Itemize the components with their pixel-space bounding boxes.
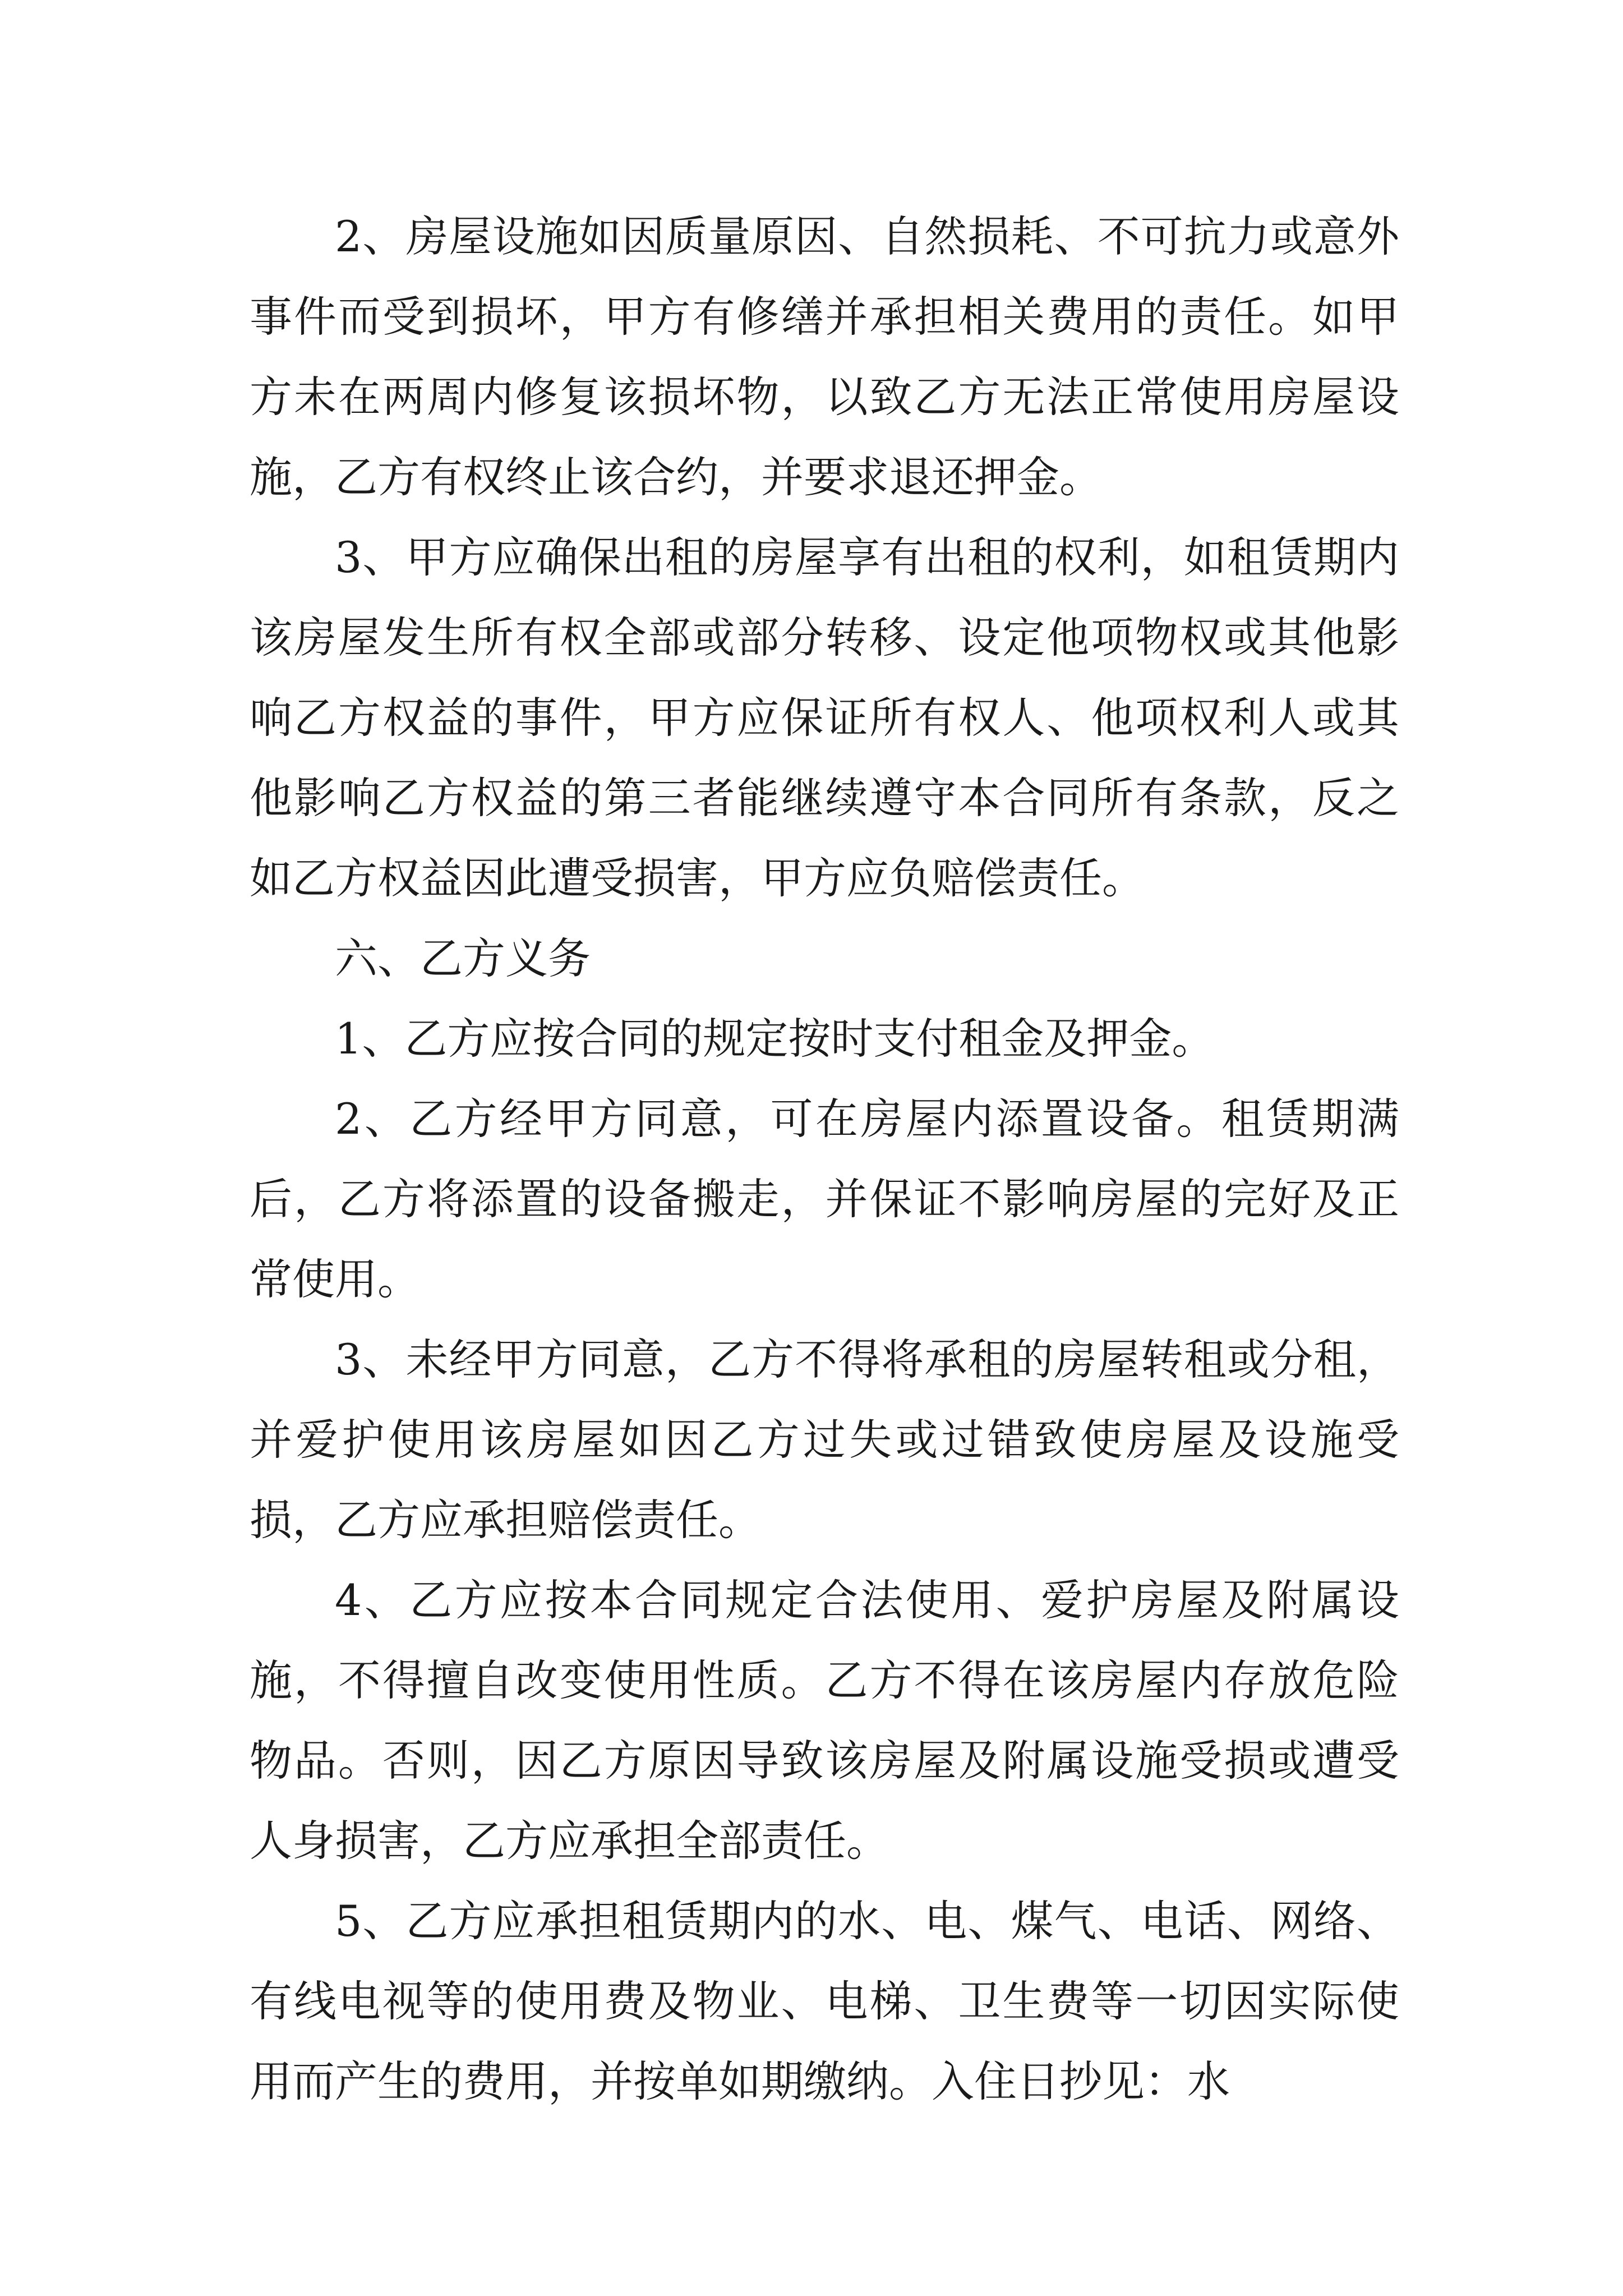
document-body — [250, 196, 1399, 2122]
paragraph-lawful-use: 4、乙方应按本合同规定合法使用、爱护房屋及附属设施，不得擅自改变使用性质。乙方不得在该房屋内存放危险物品。否则，因乙方原因导致该房屋及附属设施受损或遭受人身损害，乙方应承担全部责任。 — [250, 1575, 1399, 1866]
paragraph-utilities: 5、乙方应承担租赁期内的水、电、煤气、电话、网络、有线电视等的使用费及物业、电梯、卫生费等一切因实际使用而产生的费用，并按单如期缴纳。入住日抄见：水 — [250, 1896, 1399, 2106]
paragraph-equipment: 2、乙方经甲方同意，可在房屋内添置设备。租赁期满后，乙方将添置的设备搬走，并保证不影响房屋的完好及正常使用。 — [250, 1094, 1399, 1304]
paragraph-lease-rights: 3、甲方应确保出租的房屋享有出租的权利，如租赁期内该房屋发生所有权全部或部分转移、设定他项物权或其他影响乙方权益的事件，甲方应保证所有权人、他项权利人或其他影响乙方权益的第三者能继续遵守本合同所有条款，反之如乙方权益因此遭受损害，甲方应负赔偿责任。 — [250, 532, 1399, 903]
paragraph-rent-payment: 1、乙方应按合同的规定按时支付租金及押金。 — [335, 1014, 1215, 1064]
section-heading-tenant-obligations: 六、乙方义务 — [335, 933, 591, 983]
paragraph-sublet: 3、未经甲方同意，乙方不得将承租的房屋转租或分租，并爱护使用该房屋如因乙方过失或过错致使房屋及设施受损，乙方应承担赔偿责任。 — [250, 1335, 1399, 1545]
paragraph-facility-repair: 2、房屋设施如因质量原因、自然损耗、不可抗力或意外事件而受到损坏，甲方有修缮并承担相关费用的责任。如甲方未在两周内修复该损坏物，以致乙方无法正常使用房屋设施，乙方有权终止该合约，并要求退还押金。 — [250, 211, 1399, 502]
